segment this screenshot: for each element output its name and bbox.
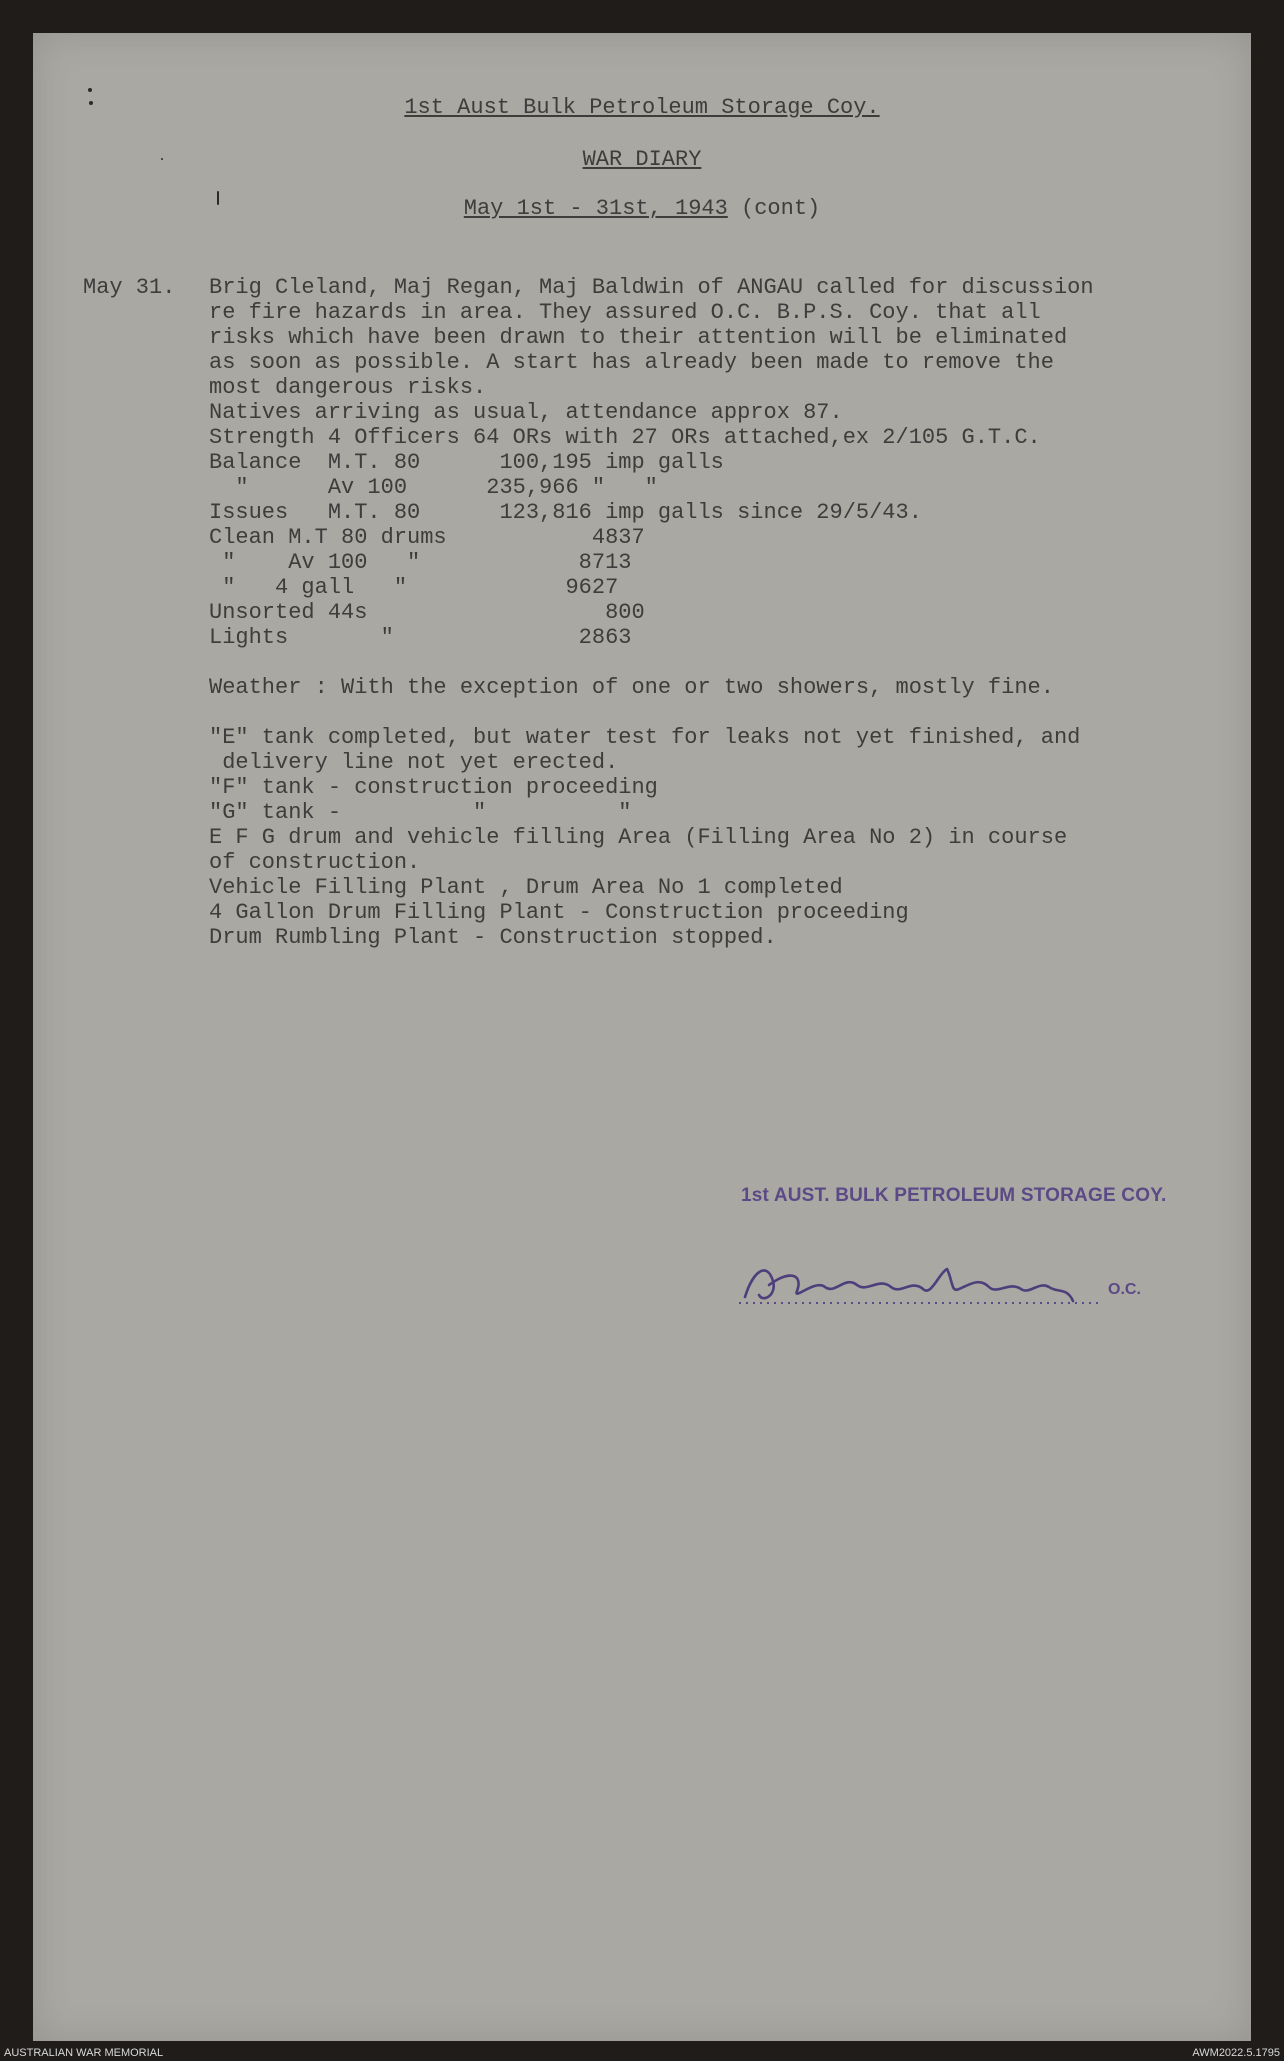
entry-line: " 4 gall " 9627 <box>209 575 619 600</box>
entry-line: Vehicle Filling Plant , Drum Area No 1 completed <box>209 875 843 900</box>
entry-line: Clean M.T 80 drums 4837 <box>209 525 645 550</box>
entry-line: E F G drum and vehicle filling Area (Filling Area No 2) in course <box>209 825 1068 850</box>
entry-line: Strength 4 Officers 64 ORs with 27 ORs attached,ex 2/105 G.T.C. <box>209 425 1041 450</box>
ink-mark <box>88 88 92 92</box>
entry-line: "G" tank - " " <box>209 800 632 825</box>
entry-line: " Av 100 " 8713 <box>209 550 632 575</box>
entry-line: " Av 100 235,966 " " <box>209 475 658 500</box>
entry-line: Unsorted 44s 800 <box>209 600 645 625</box>
entry-line: Drum Rumbling Plant - Construction stopped. <box>209 925 777 950</box>
entry-line: delivery line not yet erected. <box>209 750 619 775</box>
unit-stamp: 1st AUST. BULK PETROLEUM STORAGE COY. <box>741 1185 1167 1206</box>
weather-line: Weather : With the exception of one or two showers, mostly fine. <box>209 675 1054 700</box>
entry-line: Lights " 2863 <box>209 625 632 650</box>
document-page <box>33 33 1251 2041</box>
entry-line: 4 Gallon Drum Filling Plant - Construction proceeding <box>209 900 909 925</box>
archive-reference: AWM2022.5.1795 <box>1192 2047 1280 2059</box>
signature-role: O.C. <box>1108 1281 1141 1298</box>
unit-heading: 1st Aust Bulk Petroleum Storage Coy. <box>404 95 880 120</box>
archive-credit: AUSTRALIAN WAR MEMORIAL <box>4 2047 164 2059</box>
entry-line: as soon as possible. A start has already been made to remove the <box>209 350 1054 375</box>
entry-date: May 31. <box>83 275 176 300</box>
entry-line: Natives arriving as usual, attendance approx 87. <box>209 400 843 425</box>
entry-line: most dangerous risks. <box>209 375 487 400</box>
entry-line: Issues M.T. 80 123,816 imp galls since 29/5/43. <box>209 500 922 525</box>
entry-line: "F" tank - construction proceeding <box>209 775 658 800</box>
diary-title: WAR DIARY <box>582 147 702 172</box>
entry-line: of construction. <box>209 850 421 875</box>
entry-line: Balance M.T. 80 100,195 imp galls <box>209 450 724 475</box>
period-heading: May 1st - 31st, 1943 (cont) <box>463 196 821 221</box>
oc-signature <box>733 1251 1163 1321</box>
entry-line: "E" tank completed, but water test for leaks not yet finished, and <box>209 725 1081 750</box>
entry-line: Brig Cleland, Maj Regan, Maj Baldwin of ANGAU called for discussion <box>209 275 1094 300</box>
entry-line: re fire hazards in area. They assured O.C. B.P.S. Coy. that all <box>209 300 1041 325</box>
entry-line: risks which have been drawn to their attention will be eliminated <box>209 325 1068 350</box>
